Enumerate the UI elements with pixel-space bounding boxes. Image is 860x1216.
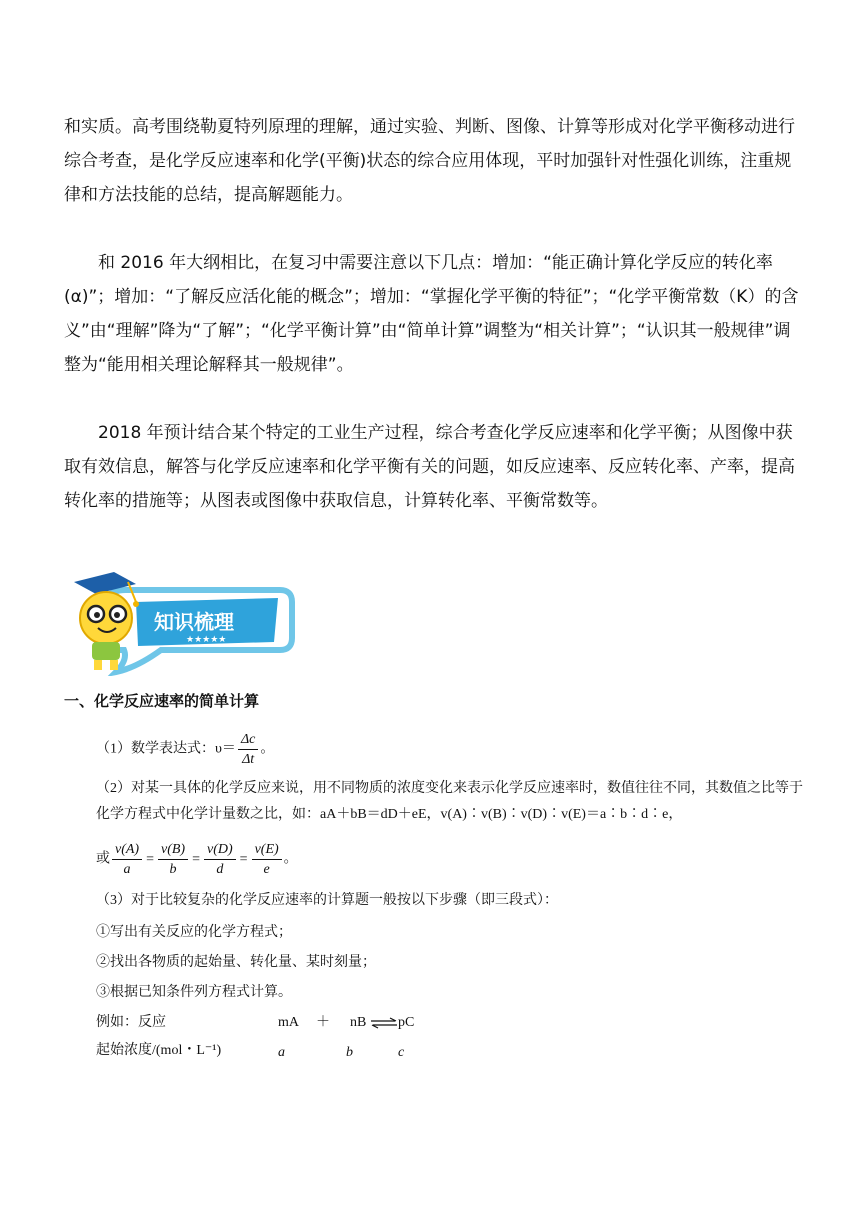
intro-paragraph-1: 和实质。高考围绕勒夏特列原理的理解，通过实验、判断、图像、计算等形成对化学平衡移动进行综合考查，是化学反应速率和化学(平衡)状态的综合应用体现，平时加强针对性强化训练，注重规律和方法技能的总结，提高解题能力。	[64, 117, 795, 205]
rate-numerator: Δc	[238, 730, 258, 750]
item-1-prefix: （1）数学表达式：υ＝	[96, 741, 236, 757]
item-2	[96, 776, 808, 828]
ratio-num-b: v(B)	[158, 840, 188, 860]
item-3: （3）对于比较复杂的化学反应速率的计算题一般按以下步骤（即三段式）：	[96, 893, 558, 908]
step-1: ①写出有关反应的化学方程式；	[96, 925, 292, 940]
badge-stars: ★★★★★	[186, 635, 227, 645]
term-c: pC	[398, 1015, 415, 1030]
item-1-suffix: 。	[260, 741, 275, 757]
ratio-den-b: b	[169, 862, 177, 877]
rate-fraction	[238, 730, 258, 769]
item-2b-prefix: 或	[96, 851, 110, 867]
equals-sign: =	[192, 851, 200, 867]
intro-paragraph-3: 2018 年预计结合某个特定的工业生产过程，综合考查化学反应速率和化学平衡；从图像中获取有效信息，解答与化学反应速率和化学平衡有关的问题，如反应速率、反应转化率、产率，提高转化率的措施等；从图表或图像中获取信息，计算转化率、平衡常数等。	[64, 423, 795, 511]
knowledge-summary-badge	[66, 568, 296, 676]
plus-sign: ＋	[316, 1015, 330, 1030]
step-2: ②找出各物质的起始量、转化量、某时刻量；	[96, 955, 376, 970]
equilibrium-arrow-icon	[370, 1017, 398, 1029]
section-heading: 一、化学反应速率的简单计算	[64, 692, 260, 710]
badge-text: 知识梳理	[154, 610, 234, 634]
ratio-num-d: v(D)	[204, 840, 236, 860]
intro-paragraph-2: 和 2016 年大纲相比，在复习中需要注意以下几点：增加：“能正确计算化学反应的转化率(α)”；增加：“了解反应活化能的概念”；增加：“掌握化学平衡的特征”；“化学平衡常数（K）的含义”由“理解”降为“了解”；“化学平衡计算”由“简单计算”调整为“相关计算”；“认识其一般规律”调整为“能用相关理论解释其一般规律”。	[64, 253, 799, 375]
ratio-num-e: v(E)	[252, 840, 282, 860]
term-a: mA	[278, 1015, 299, 1030]
initial-b: b	[346, 1045, 353, 1060]
ratio-den-e: e	[263, 862, 270, 877]
item-1	[96, 730, 274, 769]
term-b: nB	[350, 1015, 367, 1030]
ratio-num-a: v(A)	[112, 840, 142, 860]
equals-sign: =	[146, 851, 154, 867]
ratio-den-d: d	[216, 862, 224, 877]
rate-denominator: Δt	[242, 752, 255, 767]
item-2-text: （2）对某一具体的化学反应来说，用不同物质的浓度变化来表示化学反应速率时，数值往往不同，其数值之比等于化学方程式中化学计量数之比，如：aA＋bB＝dD＋eE，v(A)∶v(B)∶v(D)∶v(E)＝a∶b∶d∶e，	[96, 781, 803, 822]
initial-concentration-label: 起始浓度/(mol・L⁻¹)	[96, 1043, 222, 1058]
step-3: ③根据已知条件列方程式计算。	[96, 985, 292, 1000]
example-label: 例如：反应	[96, 1015, 166, 1030]
item-2b-suffix: 。	[283, 851, 298, 867]
initial-c: c	[398, 1045, 405, 1060]
ratio-den-a: a	[123, 862, 131, 877]
initial-a: a	[278, 1045, 285, 1060]
equals-sign: =	[239, 851, 248, 867]
item-2b	[96, 840, 298, 879]
